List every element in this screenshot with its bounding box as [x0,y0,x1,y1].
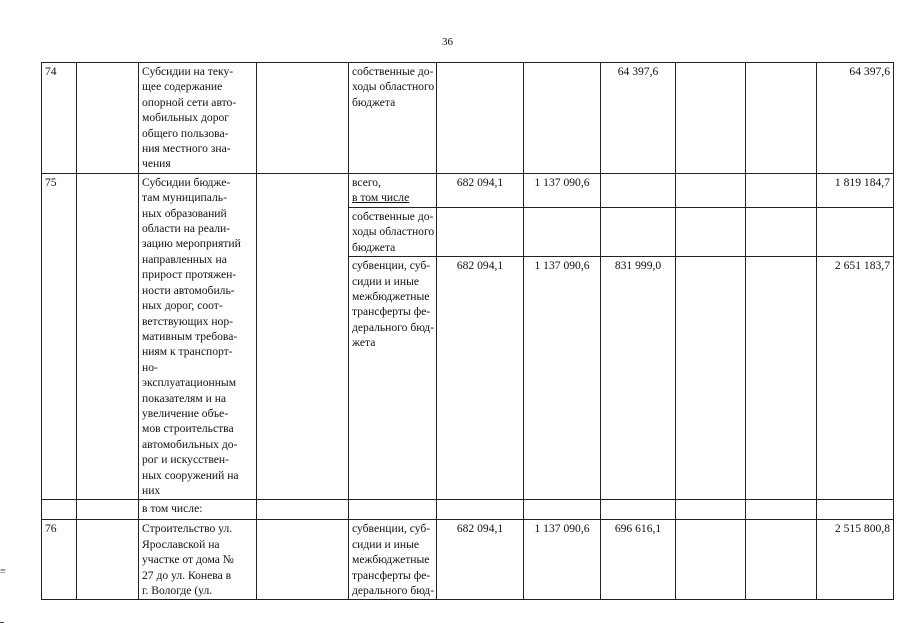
empty-cell [817,500,894,520]
total-cell: 64 397,6 [817,63,894,174]
value-cell: 682 094,1 [437,257,524,500]
item-name: Субсидии на теку- щее содержание опорной сети авто- мобильных дорог общего пользова- ния местного зна- чения [139,63,257,174]
margin-mark: ≡ [0,566,6,577]
budget-table [41,62,894,600]
row-number: 74 [42,63,77,174]
empty-cell [77,63,139,174]
item-name: в том числе: [139,500,257,520]
empty-cell [676,500,746,520]
row-number: 76 [42,520,77,600]
row-number: 75 [42,173,77,500]
value-cell: 682 094,1 [437,173,524,207]
value-cell: 696 616,1 [601,520,676,600]
empty-cell [601,500,676,520]
value-cell: 682 094,1 [437,520,524,600]
value-cell [746,173,817,207]
total-cell: 2 515 800,8 [817,520,894,600]
table-row [42,173,894,207]
empty-cell [437,500,524,520]
value-cell [746,520,817,600]
margin-dash [0,622,4,623]
funding-source: собственные до- ходы областного бюджета [349,207,437,256]
value-cell: 64 397,6 [601,63,676,174]
empty-cell [349,500,437,520]
total-cell [817,207,894,256]
value-cell [746,63,817,174]
value-cell: 1 137 090,6 [524,173,601,207]
value-cell [524,63,601,174]
empty-cell [257,173,349,500]
funding-source: всего, в том числе [349,173,437,207]
table-row [42,63,894,174]
total-cell: 1 819 184,7 [817,173,894,207]
item-name: Строительство ул. Ярославской на участке от дома № 27 до ул. Конева в г. Вологде (ул. [139,520,257,600]
value-cell [676,520,746,600]
value-cell [601,207,676,256]
value-cell [676,173,746,207]
value-cell [601,173,676,207]
empty-cell [257,520,349,600]
value-cell [676,257,746,500]
value-cell [437,63,524,174]
total-cell: 2 651 183,7 [817,257,894,500]
value-cell: 1 137 090,6 [524,257,601,500]
empty-cell [257,500,349,520]
value-cell [676,63,746,174]
value-cell [676,207,746,256]
table-row [42,500,894,520]
value-cell: 1 137 090,6 [524,520,601,600]
value-cell [524,207,601,256]
funding-source: субвенции, суб- сидии и иные межбюджетные трансферты фе- дерального бюд- жета [349,257,437,500]
value-cell [746,207,817,256]
funding-source: собственные до- ходы областного бюджета [349,63,437,174]
page-number: 36 [442,36,453,48]
item-name: Субсидии бюдже- там муниципаль- ных образований области на реали- зацию мероприятий направленных на прирост протяжен- ности автомобиль- ных дорог, соот- ветствующих нор- мативным требова- ниям к транспорт- но- эксплуатационным показателям и на увеличение объе- мов строительства автомобильных до- рог и искусствен- ных сооружений на них [139,173,257,500]
empty-cell [524,500,601,520]
table-row [42,520,894,600]
empty-cell [77,520,139,600]
value-cell: 831 999,0 [601,257,676,500]
empty-cell [257,63,349,174]
empty-cell [77,500,139,520]
value-cell [746,257,817,500]
funding-source: субвенции, суб- сидии и иные межбюджетные трансферты фе- дерального бюд- [349,520,437,600]
empty-cell [746,500,817,520]
empty-cell [77,173,139,500]
value-cell [437,207,524,256]
row-number [42,500,77,520]
